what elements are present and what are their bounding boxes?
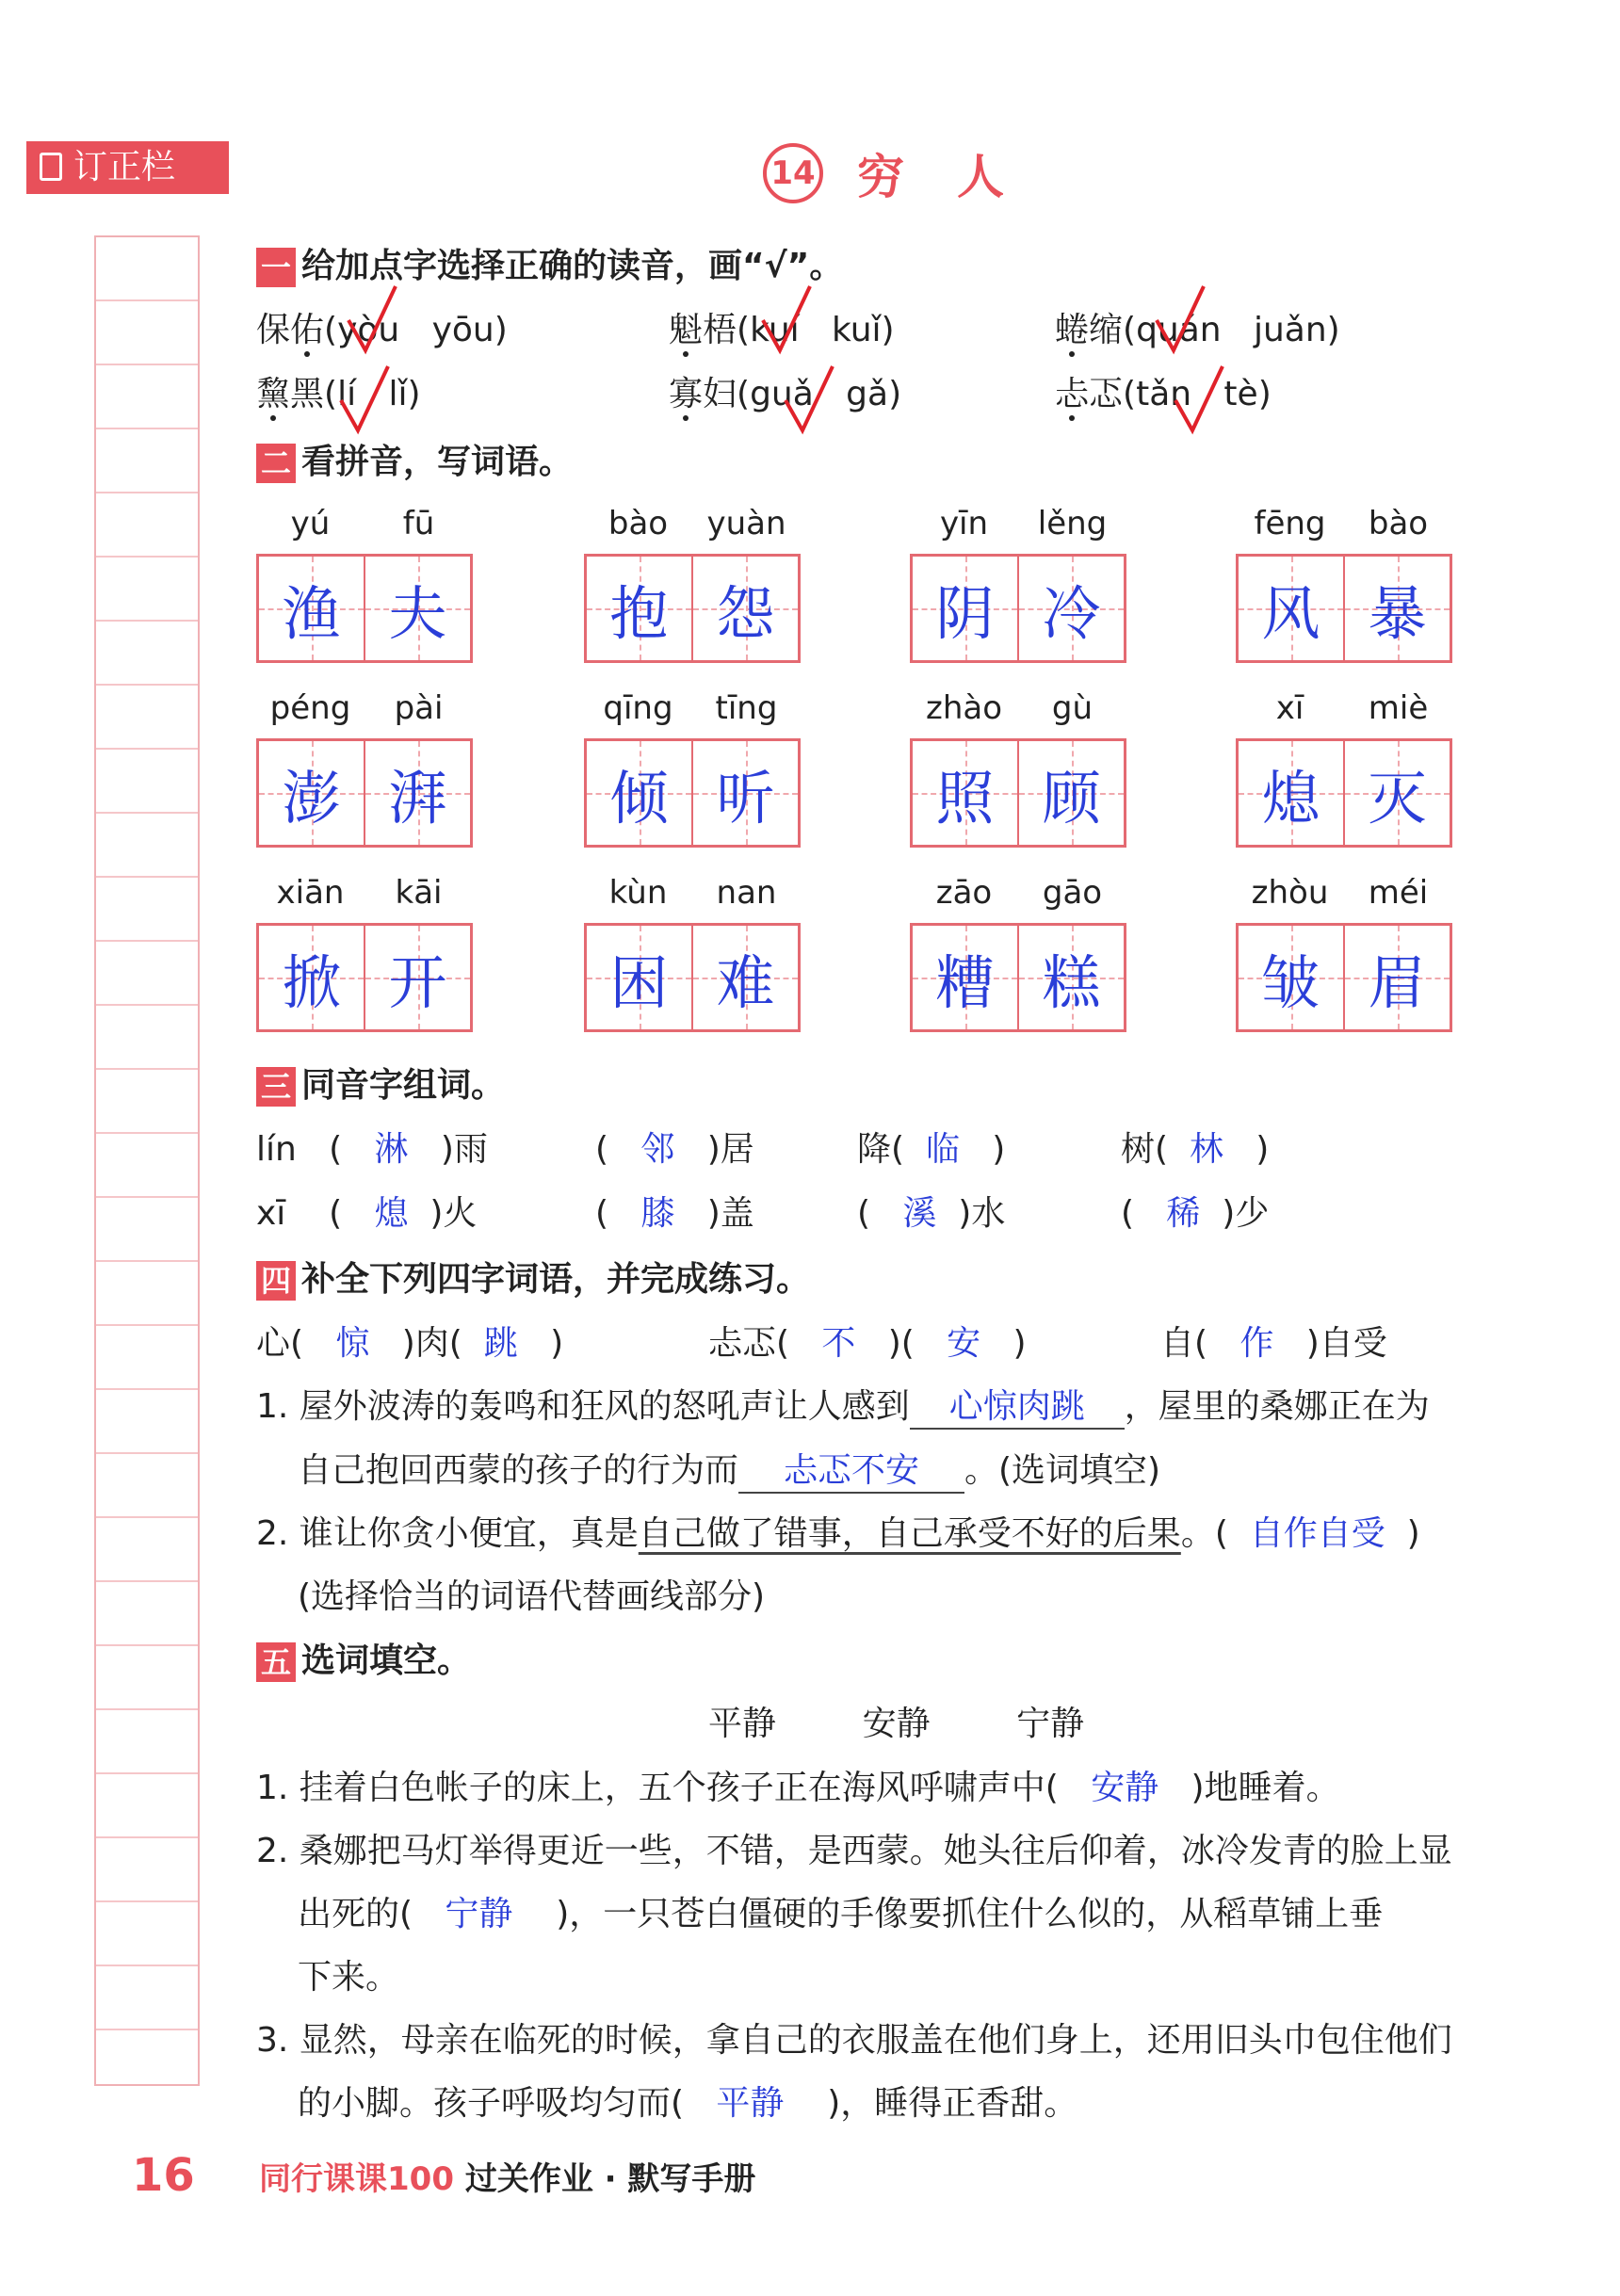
option-1[interactable]: kuí xyxy=(750,311,800,349)
pinyin-1: fēng xyxy=(1254,505,1326,542)
page-number: 16 xyxy=(132,2149,195,2202)
writing-box[interactable] xyxy=(1236,554,1452,663)
exercise-4-q1-line1: 1. 屋外波涛的轰鸣和狂风的怒吼声让人感到 心惊肉跳 ，屋里的桑娜正在为 xyxy=(256,1380,1430,1430)
character: 开 xyxy=(388,947,447,1017)
character: 渔 xyxy=(282,578,341,648)
pinyin-2: fū xyxy=(402,505,435,542)
char-cell-1[interactable] xyxy=(1239,926,1345,1029)
pinyin-1: kùn xyxy=(608,874,668,912)
check-mark-icon xyxy=(784,363,834,440)
section-2-heading xyxy=(256,435,573,483)
check-mark-icon xyxy=(1174,363,1224,440)
char-cell-1[interactable] xyxy=(1239,557,1345,660)
reading-item-1: 保佑(yòu yōu) xyxy=(256,311,508,349)
section-4-title: 补全下列四字词语，并完成练习。 xyxy=(301,1260,811,1299)
char-cell-1[interactable] xyxy=(913,926,1019,1029)
word-grid-11 xyxy=(910,874,1126,1034)
word-grid-12 xyxy=(1236,874,1452,1034)
pinyin-2: gù xyxy=(1051,689,1094,727)
pinyin-2: pài xyxy=(394,689,444,727)
option-2[interactable]: yōu xyxy=(431,311,494,349)
char-cell-2[interactable] xyxy=(1019,741,1124,845)
homophone-row-2-d: ( 稀 )少 xyxy=(1121,1194,1270,1233)
character: 澎 xyxy=(282,763,341,833)
writing-box[interactable] xyxy=(256,923,473,1032)
fill-blank[interactable]: 忐忑不安 xyxy=(738,1444,964,1494)
section-5-number: 五 xyxy=(256,1642,296,1682)
word-grid-3 xyxy=(910,505,1126,665)
char-cell-1[interactable] xyxy=(913,741,1019,845)
pinyin-2: méi xyxy=(1368,874,1429,912)
check-mark-icon xyxy=(339,363,390,440)
char-cell-2[interactable] xyxy=(365,926,470,1029)
homophone-row-1-c: 降( 临 ) xyxy=(857,1130,1006,1169)
option-1[interactable]: quán xyxy=(1136,311,1222,349)
option-2[interactable]: gǎ xyxy=(846,375,889,413)
check-mark-icon xyxy=(1155,283,1206,360)
character: 顾 xyxy=(1042,763,1101,833)
idiom-2: 忐忑( 不 )( 安 ) xyxy=(708,1324,1027,1363)
section-3-title: 同音字组词。 xyxy=(301,1066,506,1105)
word-grid-9 xyxy=(256,874,473,1034)
pinyin-2: bào xyxy=(1368,505,1429,542)
character: 皱 xyxy=(1261,947,1320,1017)
section-4-heading xyxy=(256,1253,810,1301)
character: 冷 xyxy=(1042,578,1101,648)
exercise-5-q2-line3: 下来。 xyxy=(298,1958,400,1997)
fill-blank[interactable]: 自作自受 xyxy=(1249,1514,1385,1553)
pinyin-2: kāi xyxy=(395,874,443,912)
section-1-number: 一 xyxy=(256,248,296,287)
character: 照 xyxy=(935,763,995,833)
char-cell-2[interactable] xyxy=(693,557,798,660)
character: 抱 xyxy=(609,578,669,648)
word-grid-6 xyxy=(584,689,801,849)
char-cell-1[interactable] xyxy=(259,926,365,1029)
writing-box[interactable] xyxy=(584,923,801,1032)
pinyin-1: zhào xyxy=(925,689,1003,727)
char-cell-1[interactable] xyxy=(1239,741,1345,845)
char-cell-2[interactable] xyxy=(693,926,798,1029)
homophone-row-2: xī ( 熄 )火 xyxy=(256,1194,478,1233)
pinyin-1: yú xyxy=(290,505,331,542)
section-2-title: 看拼音，写词语。 xyxy=(301,443,574,481)
fill-blank[interactable]: 安静 xyxy=(1091,1769,1159,1807)
option-1[interactable]: yòu xyxy=(337,311,400,349)
exercise-4-q2-line2: (选择恰当的词语代替画线部分) xyxy=(298,1577,766,1616)
option-1[interactable]: tǎn xyxy=(1136,375,1192,413)
footer-brand: 同行课课100 过关作业 · 默写手册 xyxy=(259,2160,756,2198)
writing-box[interactable] xyxy=(910,554,1126,663)
writing-box[interactable] xyxy=(1236,923,1452,1032)
character: 灭 xyxy=(1368,763,1427,833)
option-1[interactable]: guǎ xyxy=(750,375,814,413)
option-2[interactable]: kuǐ xyxy=(831,311,882,349)
pinyin-2: miè xyxy=(1368,689,1429,727)
exercise-5-q3-line2: 的小脚。孩子呼吸均匀而( 平静 )，睡得正香甜。 xyxy=(298,2084,1078,2123)
char-cell-1[interactable] xyxy=(587,741,693,845)
word-bank: 平静 安静 宁静 xyxy=(708,1705,1085,1743)
exercise-5-q1: 1. 挂着白色帐子的床上，五个孩子正在海风呼啸声中( 安静 )地睡着。 xyxy=(256,1769,1340,1807)
idiom-3: 自( 作 )自受 xyxy=(1160,1324,1387,1363)
pinyin-2: lěng xyxy=(1037,505,1108,542)
char-cell-2[interactable] xyxy=(693,741,798,845)
word-grid-10 xyxy=(584,874,801,1034)
exercise-5-q2-line1: 2. 桑娜把马灯举得更近一些，不错，是西蒙。她头往后仰着，冰冷发青的脸上显 xyxy=(256,1832,1452,1870)
pinyin-1: zhòu xyxy=(1251,874,1329,912)
character: 夫 xyxy=(388,578,447,648)
pinyin-2: nan xyxy=(716,874,777,912)
page-title: 穷人 xyxy=(857,150,1057,204)
character: 困 xyxy=(609,947,669,1017)
character: 糟 xyxy=(935,947,995,1017)
character: 掀 xyxy=(282,947,341,1017)
writing-box[interactable] xyxy=(256,738,473,848)
reading-item-6: 忐忑(tǎn tè) xyxy=(1055,375,1272,413)
option-2[interactable]: tè xyxy=(1223,375,1258,413)
section-1-heading xyxy=(256,239,843,287)
char-cell-2[interactable] xyxy=(1345,557,1450,660)
character: 暴 xyxy=(1368,578,1427,648)
option-2[interactable]: lǐ xyxy=(388,375,408,413)
character: 糕 xyxy=(1042,947,1101,1017)
section-3-number: 三 xyxy=(256,1067,296,1107)
fill-blank[interactable]: 平静 xyxy=(716,2084,785,2123)
char-cell-1[interactable] xyxy=(259,557,365,660)
character: 眉 xyxy=(1368,947,1427,1017)
character: 湃 xyxy=(388,763,447,833)
fill-blank[interactable]: 宁静 xyxy=(445,1895,513,1933)
writing-box[interactable] xyxy=(584,554,801,663)
pinyin-1: yīn xyxy=(939,505,989,542)
char-cell-1[interactable] xyxy=(913,557,1019,660)
exercise-5-q2-line2: 出死的( 宁静 )，一只苍白僵硬的手像要抓住什么似的，从稻草铺上垂 xyxy=(298,1895,1384,1933)
option-1[interactable]: lí xyxy=(337,375,357,413)
writing-box[interactable] xyxy=(584,738,801,848)
char-cell-2[interactable] xyxy=(1345,741,1450,845)
pinyin-1: bào xyxy=(608,505,669,542)
pinyin-1: xī xyxy=(1275,689,1304,727)
pinyin-1: qīng xyxy=(603,689,673,727)
option-2[interactable]: juǎn xyxy=(1253,311,1327,349)
homophone-row-2-c: ( 溪 )水 xyxy=(857,1194,1006,1233)
corrections-column xyxy=(94,235,200,2086)
word-grid-7 xyxy=(910,689,1126,849)
char-cell-1[interactable] xyxy=(587,557,693,660)
writing-box[interactable] xyxy=(1236,738,1452,848)
section-1-title: 给加点字选择正确的读音，画“√”。 xyxy=(301,247,844,285)
corrections-label: 订正栏 xyxy=(73,148,176,186)
reading-item-5: 寡妇(guǎ gǎ) xyxy=(669,375,902,413)
edit-icon xyxy=(40,153,62,181)
exercise-4-q1-line2: 自己抱回西蒙的孩子的行为而 忐忑不安 。(选词填空) xyxy=(298,1444,1160,1494)
pinyin-2: yuàn xyxy=(706,505,786,542)
character: 怨 xyxy=(716,578,775,648)
character: 听 xyxy=(716,763,775,833)
char-cell-2[interactable] xyxy=(1019,557,1124,660)
homophone-row-2-b: ( 膝 )盖 xyxy=(595,1194,754,1233)
reading-item-4: 黧黑(lí lǐ) xyxy=(256,375,421,413)
char-cell-2[interactable] xyxy=(1019,926,1124,1029)
fill-blank[interactable]: 心惊肉跳 xyxy=(910,1380,1125,1430)
writing-box[interactable] xyxy=(910,738,1126,848)
word-grid-8 xyxy=(1236,689,1452,849)
section-2-number: 二 xyxy=(256,444,296,483)
character: 阴 xyxy=(935,578,995,648)
writing-box[interactable] xyxy=(910,923,1126,1032)
char-cell-1[interactable] xyxy=(587,926,693,1029)
char-cell-2[interactable] xyxy=(1345,926,1450,1029)
homophone-row-1-d: 树( 林 ) xyxy=(1121,1130,1270,1169)
character: 风 xyxy=(1261,578,1320,648)
word-grid-2 xyxy=(584,505,801,665)
character: 熄 xyxy=(1261,763,1320,833)
pinyin-2: tīng xyxy=(715,689,778,727)
exercise-4-q2-line1: 2. 谁让你贪小便宜，真是自己做了错事，自己承受不好的后果。( 自作自受 ) xyxy=(256,1514,1420,1553)
section-4-number: 四 xyxy=(256,1261,296,1301)
homophone-row-1: lín ( 淋 )雨 xyxy=(256,1130,488,1169)
pinyin-1: péng xyxy=(269,689,351,727)
section-5-title: 选词填空。 xyxy=(301,1641,472,1680)
idiom-1: 心( 惊 )肉( 跳 ) xyxy=(256,1324,564,1363)
exercise-5-q3-line1: 3. 显然，母亲在临死的时候，拿自己的衣服盖在他们身上，还用旧头巾包住他们 xyxy=(256,2021,1452,2060)
reading-item-3: 蜷缩(quán juǎn) xyxy=(1055,311,1340,349)
section-3-heading xyxy=(256,1059,505,1107)
word-grid-5 xyxy=(256,689,473,849)
word-grid-1 xyxy=(256,505,473,665)
lesson-number: 14 xyxy=(763,143,823,203)
pinyin-2: gāo xyxy=(1042,874,1103,912)
word-grid-4 xyxy=(1236,505,1452,665)
section-5-heading xyxy=(256,1634,471,1682)
reading-item-2: 魁梧(kuí kuǐ) xyxy=(669,311,895,349)
check-mark-icon xyxy=(761,283,812,360)
character: 倾 xyxy=(609,763,669,833)
pinyin-1: xiān xyxy=(276,874,345,912)
writing-box[interactable] xyxy=(256,554,473,663)
check-mark-icon xyxy=(347,283,397,360)
corrections-tab xyxy=(26,141,229,194)
character: 难 xyxy=(716,947,775,1017)
homophone-row-1-b: ( 邻 )居 xyxy=(595,1130,754,1169)
pinyin-1: zāo xyxy=(935,874,993,912)
char-cell-1[interactable] xyxy=(259,741,365,845)
char-cell-2[interactable] xyxy=(365,741,470,845)
char-cell-2[interactable] xyxy=(365,557,470,660)
